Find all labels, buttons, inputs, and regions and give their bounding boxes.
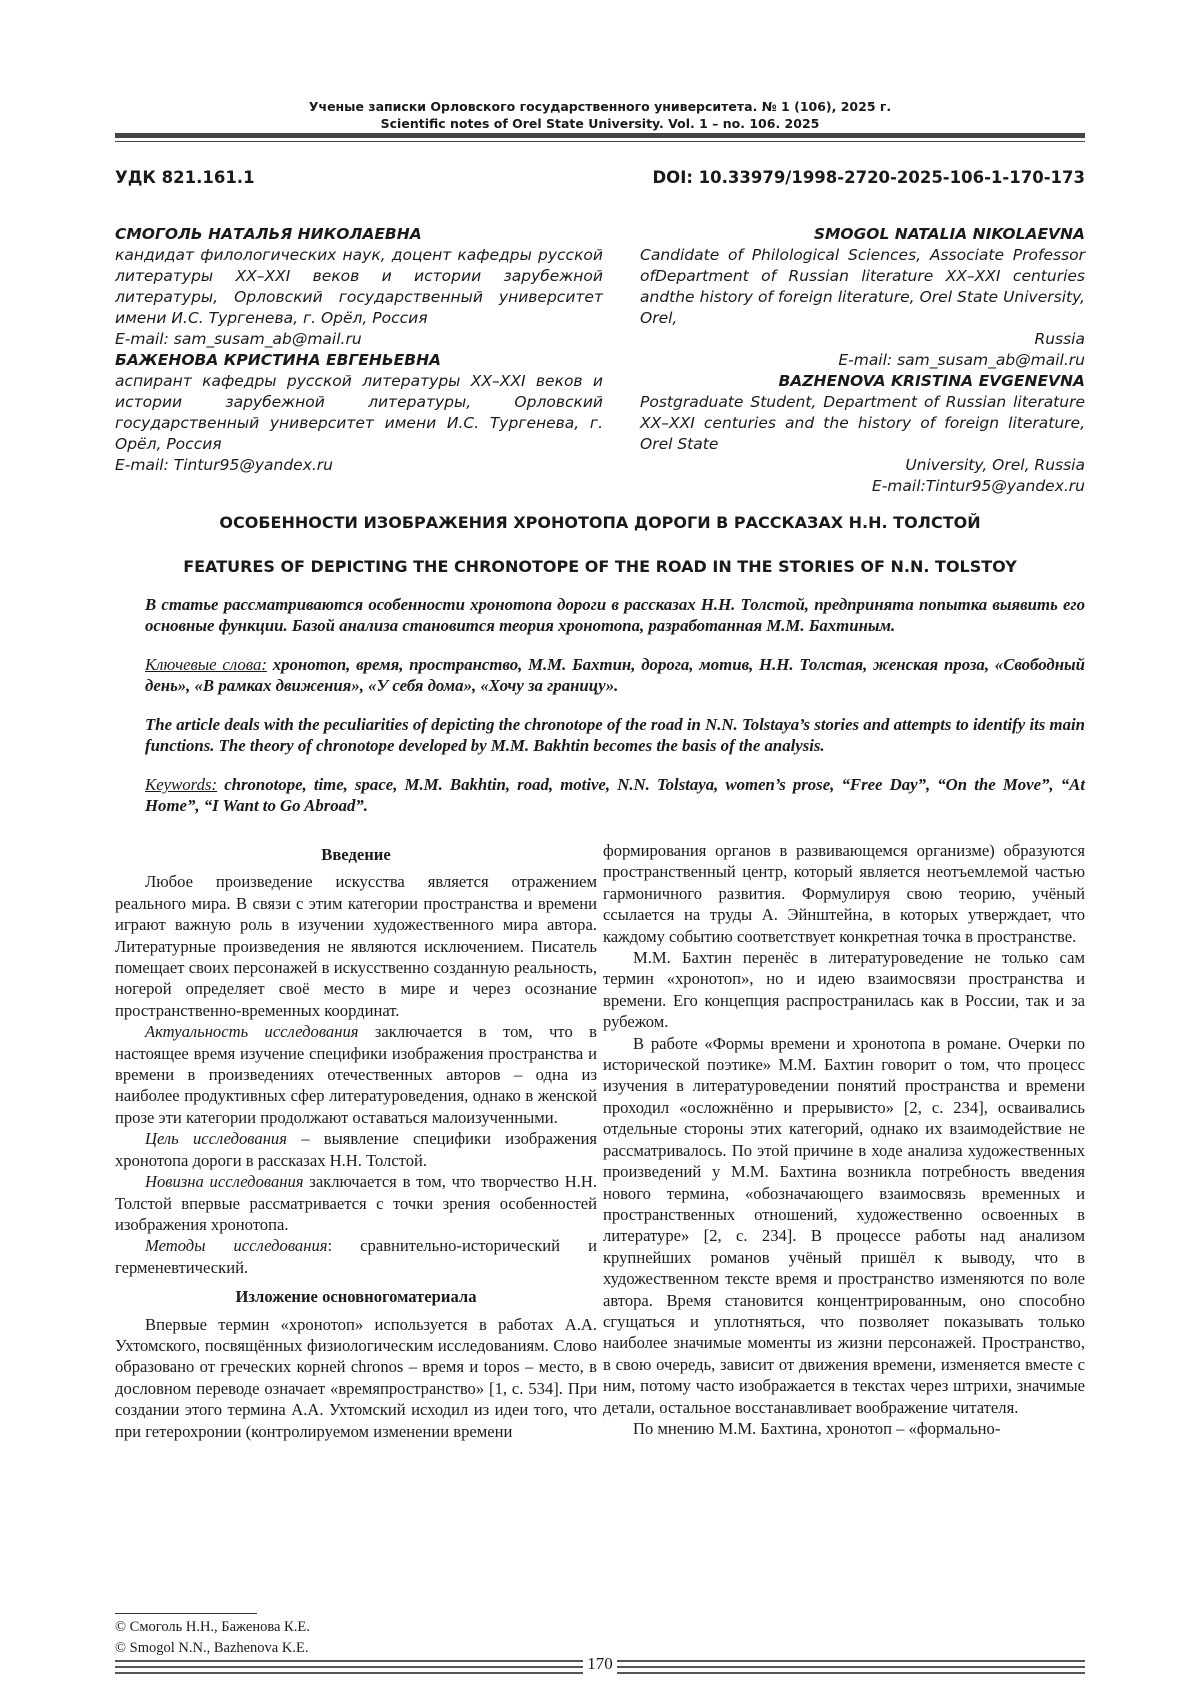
author-email: E-mail:Tintur95@yandex.ru — [871, 477, 1085, 495]
paragraph-emphasis: Актуальность исследования — [145, 1022, 359, 1042]
copyright-en: © Smogol N.N., Bazhenova K.E. — [115, 1640, 309, 1656]
paragraph: Впервые термин «хронотоп» используется в работах А.А. Ухтомского, посвящённых физиологическим исследованиям. Слово образовано от греческих корней chronos – время и topos – место, в дословном переводе означает «времяпространство» [1, с. 534]. При создании этого термина А.А. Ухтомский исходил из идеи того, что при гетерохронии (контролируемом изменении времени — [115, 1314, 597, 1441]
paragraph-emphasis: Новизна исследования — [145, 1172, 304, 1192]
author-affiliation: кандидат филологических наук, доцент кафедры русской литературы XX–XXI веков и истории зарубежной литературы, Орловский государственный университет имени И.С. Тургенева, г. Орёл, Россия — [115, 246, 603, 327]
article-title-ru: ОСОБЕННОСТИ ИЗОБРАЖЕНИЯ ХРОНОТОПА ДОРОГИ В РАССКАЗАХ Н.Н. ТОЛСТОЙ — [219, 513, 981, 532]
keywords-label: Ключевые слова — [145, 655, 262, 674]
abstract-ru — [115, 594, 1085, 636]
author-name: СМОГОЛЬ НАТАЛЬЯ НИКОЛАЕВНА — [115, 225, 422, 243]
paragraph: Любое произведение искусства является отражением реального мира. В связи с этим категории пространства и времени играют важную роль в изучении художественного мира автора. Литературные произведения не являются исключением. Писатель помещает своих персонажей в искусственно созданную реальность, ногерой определяет своё место в мире и через осознание пространственно-временных координат. — [115, 872, 597, 1020]
paragraph: По мнению М.М. Бахтина, хронотоп – «формально- — [633, 1418, 1001, 1438]
footnote-rule — [115, 1613, 257, 1614]
author-affiliation: аспирант кафедры русской литературы XX–XXI веков и истории зарубежной литературы, Орловский государственный университет имени И.С. Тургенева, г. Орёл, Россия — [115, 372, 603, 453]
keywords-text: chronotope, time, space, M.M. Bakhtin, road, motive, N.N. Tolstaya, women’s prose, “Free Day”, “On the Move”, “At Home”, “I Want to Go Abroad”. — [145, 775, 1085, 815]
abstract-ru-text: В статье рассматриваются особенности хронотопа дороги в рассказах Н.Н. Толстой, предпринята попытка выявить его основные функции. Базой анализа становится теория хронотопа, разработанная М.М. Бахтиным. — [145, 595, 1085, 635]
body-column-right — [603, 840, 1085, 1439]
paragraph: Актуальность исследования заключается в том, что в настоящее время изучение специфики изображения пространства и времени в произведениях отечественных авторов – одна из наиболее продуктивных сфер литературоведения, однако в женской прозе эти категории продолжают оставаться малоизученными. — [115, 1022, 597, 1127]
author-affiliation: Candidate of Philological Sciences, Associate Professor ofDepartment of Russian literature XX–XXI centuries andthe history of foreign literature, Orel State University, Orel, — [640, 246, 1085, 327]
paragraph: Цель исследования – выявление специфики изображения хронотопа дороги в рассказах Н.Н. Толстой. — [115, 1129, 597, 1170]
author-email: E-mail: sam_susam_ab@mail.ru — [115, 330, 362, 348]
authors-en — [640, 224, 1085, 497]
page-number: 170 — [583, 1654, 617, 1674]
authors-ru — [115, 224, 603, 476]
author-name: БАЖЕНОВА КРИСТИНА ЕВГЕНЬЕВНА — [115, 351, 442, 369]
keywords-text: хронотоп, время, пространство, М.М. Бахтин, дорога, мотив, Н.Н. Толстая, женская проза, «Свободный день», «В рамках движения», «У себя дома», «Хочу за границу». — [145, 655, 1085, 695]
author-country: Russia — [1034, 330, 1085, 348]
article-title-en: FEATURES OF DEPICTING THE CHRONOTOPE OF THE ROAD IN THE STORIES OF N.N. TOLSTOY — [183, 557, 1017, 576]
keywords-label: Keywords: — [145, 775, 218, 794]
paragraph: В работе «Формы времени и хронотопа в романе. Очерки по исторической поэтике» М.М. Бахтин говорит о том, что процесс изучения в литературоведении понятий пространства и времени проходил «осложнённо и прерывисто» [2, с. 234], осваивались отдельные стороны этих категорий, однако их взаимодействие не рассматривалось. По этой причине в ходе анализа художественных произведений у М.М. Бахтина возникла потребность введения нового термина, «обозначающего взаимосвязь временных и пространственных отношений, художественно освоенных в литературе» [2, с. 234]. В процессе работы над анализом крупнейших романов учёный пришёл к выводу, что в художественном тексте время и пространство изменяются по воле автора. Время становится концентрированным, оно способно сгущаться и уплотняться, что позволяет показывать только наиболее значимые моменты из жизни персонажей. Пространство, в свою очередь, зависит от движения времени, изменяется вместе с ним, потому часто изображается в текстах через штрихи, значимые детали, остальное восстанавливает воображение читателя. — [603, 1033, 1085, 1417]
author-name: BAZHENOVA KRISTINA EVGENEVNA — [778, 372, 1085, 390]
paragraph: формирования органов в развивающемся организме) образуются пространственный центр, который является неотъемлемой частью гармоничного развития. Формулируя свою теорию, учёный ссылается на труды А. Эйнштейна, в которых утверждает, что каждому событию соответствует конкретная точка в пространстве. — [603, 841, 1085, 946]
footnotes — [115, 1617, 310, 1659]
keywords-colon: : — [261, 655, 267, 674]
author-email: E-mail: sam_susam_ab@mail.ru — [838, 351, 1085, 369]
section-heading-main: Изложение основногоматериала — [235, 1287, 477, 1307]
header-rule-thin — [115, 141, 1085, 142]
paragraph: М.М. Бахтин перенёс в литературоведение не только сам термин «хронотоп», но и идею взаимосвязи пространства и времени. Его концепция распространилась как в России, так и за рубежом. — [603, 948, 1085, 1032]
author-affiliation: Postgraduate Student, Department of Russian literature XX–XXI centuries and the history of foreign literature, Orel State — [640, 393, 1085, 453]
author-email: E-mail: Tintur95@yandex.ru — [115, 456, 334, 474]
keywords-ru — [115, 654, 1085, 696]
abstract-en — [115, 714, 1085, 756]
journal-header — [115, 98, 1085, 132]
udk-code: УДК 821.161.1 — [115, 168, 255, 187]
journal-title-ru: Ученые записки Орловского государственного университета. № 1 (106), 2025 г. — [308, 99, 892, 114]
paragraph-emphasis: Методы исследования — [145, 1236, 328, 1256]
paragraph: Методы исследования: сравнительно-исторический и герменевтический. — [115, 1236, 597, 1277]
author-affiliation-tail: University, Orel, Russia — [905, 456, 1085, 474]
paragraph: Новизна исследования заключается в том, что творчество Н.Н. Толстой впервые рассматривается с точки зрения особенностей изображения хронотопа. — [115, 1172, 597, 1234]
abstract-en-text: The article deals with the peculiarities of depicting the chronotope of the road in N.N. Tolstaya’s stories and attempts to identify its main functions. The theory of chronotope developed by M.M. Bakhtin becomes the basis of the analysis. — [145, 715, 1085, 755]
paragraph-emphasis: Цель исследования — [145, 1129, 287, 1149]
keywords-en — [115, 774, 1085, 816]
doi: DOI: 10.33979/1998-2720-2025-106-1-170-173 — [652, 168, 1085, 187]
author-name: SMOGOL NATALIA NIKOLAEVNA — [813, 225, 1085, 243]
journal-title-en: Scientific notes of Orel State University. Vol. 1 – no. 106. 2025 — [380, 116, 820, 131]
body-column-left — [115, 838, 597, 1442]
section-heading-intro: Введение — [321, 845, 391, 864]
copyright-ru: © Смоголь Н.Н., Баженова К.Е. — [115, 1619, 310, 1635]
header-rule-thick — [115, 133, 1085, 138]
